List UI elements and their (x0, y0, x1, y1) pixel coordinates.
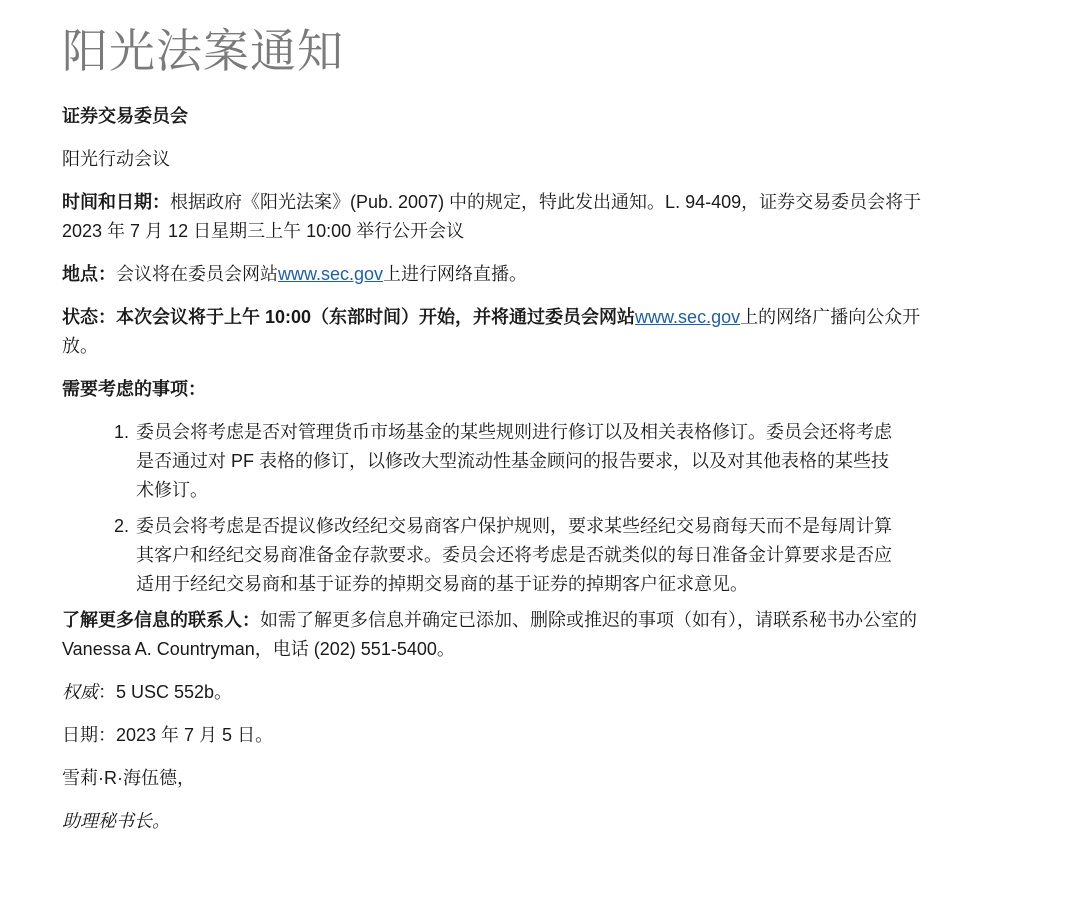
place-sec-link[interactable]: www.sec.gov (278, 264, 384, 284)
contact-text: 如需了解更多信息并确定已添加、删除或推迟的事项（如有），请联系秘书办公室的 Vanessa A. Countryman，电话 (202) 551-5400。 (62, 610, 917, 659)
contact-paragraph (62, 606, 922, 664)
page-title: 阳光法案通知 (62, 25, 344, 77)
place-text-before: 会议将在委员会网站 (116, 264, 278, 284)
contact-label: 了解更多信息的联系人： (62, 610, 260, 630)
signer-name: 雪莉·R·海伍德， (62, 768, 195, 788)
time-text: 根据政府《阳光法案》(Pub. 2007) 中的规定，特此发出通知。L. 94-409，证券交易委员会将于 2023 年 7 月 12 日星期三上午 10:00 举行公开会议 (62, 192, 922, 241)
list-item: 2. 委员会将考虑是否提议修改经纪交易商客户保护规则，要求某些经纪交易商每天而不是每周计算其客户和经纪交易商准备金存款要求。委员会还将考虑是否就类似的每日准备金计算要求是否应适用于经纪交易商和基于证券的掉期交易商的基于证券的掉期客户征求意见。 (134, 512, 894, 599)
authority-text: ：5 USC 552b。 (98, 682, 233, 702)
agency-name: 证券交易委员会 (62, 106, 188, 126)
status-text-bold: 本次会议将于上午 10:00（东部时间）开始，并将通过委员会网站 (116, 307, 636, 327)
place-paragraph (62, 260, 922, 289)
notice-document (62, 22, 922, 850)
status-label: 状态： (62, 307, 116, 327)
place-text-after: 上进行网络直播。 (383, 264, 528, 284)
authority-label: 权威 (62, 682, 98, 702)
time-and-date-paragraph (62, 188, 922, 246)
status-text-after: 上的网络广播向公众开放。 (62, 307, 921, 356)
list-item: 1. 委员会将考虑是否对管理货币市场基金的某些规则进行修订以及相关表格修订。委员会还将考虑是否通过对 PF 表格的修订，以修改大型流动性基金顾问的报告要求，以及对其他表格的某些技术修订。 (134, 418, 894, 505)
status-sec-link[interactable]: www.sec.gov (635, 307, 741, 327)
time-label: 时间和日期： (62, 192, 170, 212)
date-line: 日期：2023 年 7 月 5 日。 (62, 725, 274, 745)
signer-title: 助理秘书长。 (62, 811, 170, 831)
meeting-type: 阳光行动会议 (62, 149, 170, 169)
authority-paragraph (62, 678, 922, 707)
place-label: 地点： (62, 264, 116, 284)
matters-heading: 需要考虑的事项： (62, 379, 206, 399)
status-paragraph (62, 303, 922, 361)
matters-list (62, 418, 894, 599)
